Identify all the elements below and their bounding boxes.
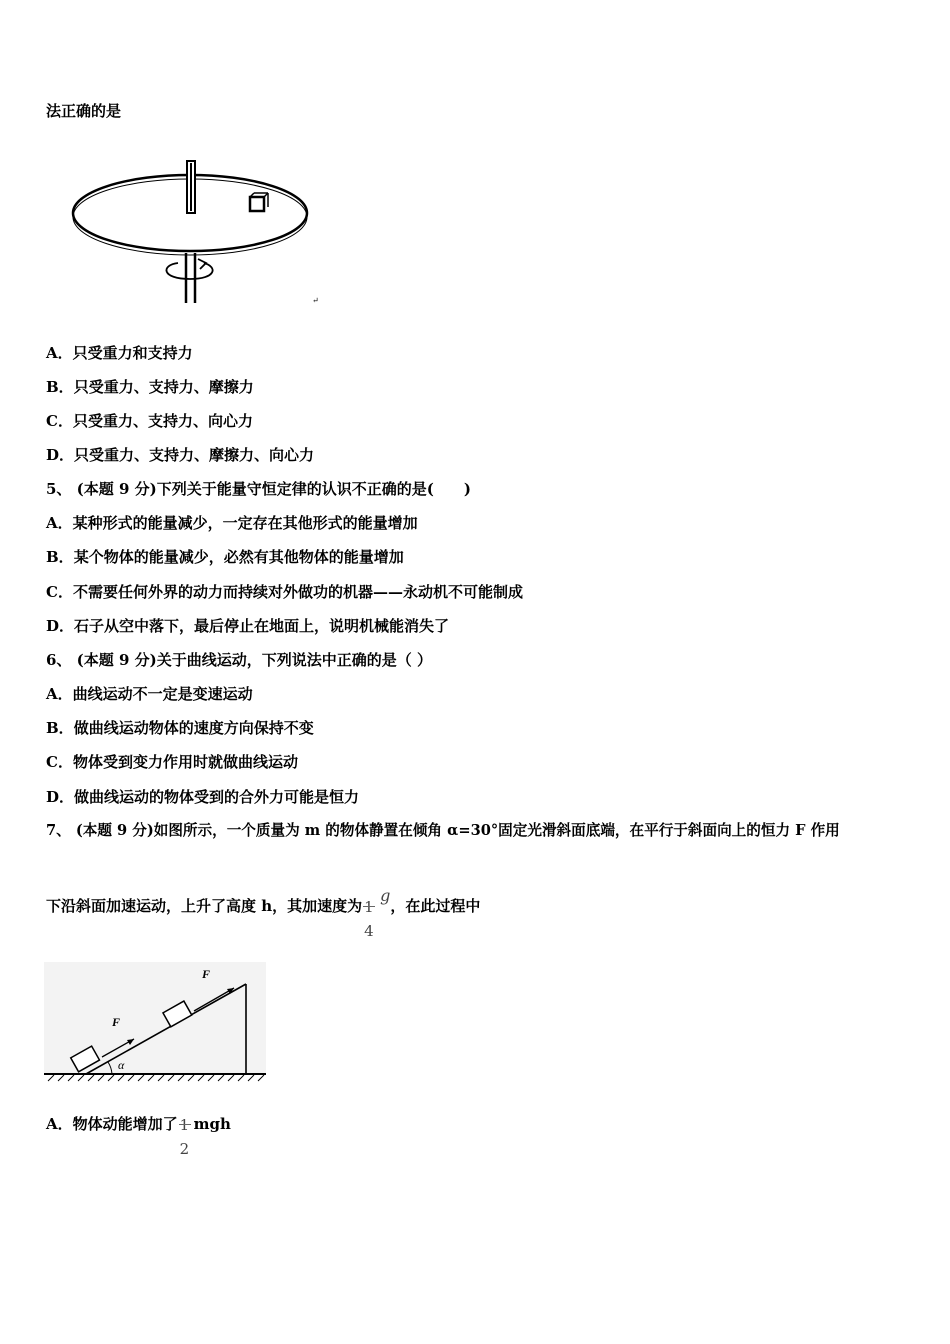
q5-stem: 5、 (本题 9 分)下列关于能量守恒定律的认识不正确的是( ) (46, 480, 471, 498)
svg-text:↵: ↵ (312, 296, 319, 305)
rotation-arrow (166, 263, 212, 279)
force-label-upper: F (202, 967, 211, 981)
incline-figure (44, 962, 268, 1084)
rotating-disc-figure (66, 155, 326, 307)
q6-option-b: B．做曲线运动物体的速度方向保持不变 (46, 719, 314, 737)
q5-option-a: A．某种形式的能量减少，一定存在其他形式的能量增加 (46, 514, 418, 532)
q5-option-d: D．石子从空中落下，最后停止在地面上，说明机械能消失了 (46, 617, 450, 635)
accel-fraction: 1 4 (364, 898, 374, 940)
q7-option-a: A．物体动能增加了 1 2 mgh (46, 1102, 231, 1147)
intro-line: 法正确的是 (46, 102, 122, 120)
q7-stem-line1: 7、 (本题 9 分)如图所示，一个质量为 m 的物体静置在倾角 α=30°固定光滑斜面底端，在平行于斜面向上的恒力 F 作用 (46, 822, 840, 839)
q6-stem: 6、 (本题 9 分)关于曲线运动，下列说法中正确的是（ ） (46, 651, 432, 669)
q5-option-b: B．某个物体的能量减少，必然有其他物体的能量增加 (46, 548, 404, 566)
ground-hatch (48, 1075, 264, 1081)
q4-option-c: C．只受重力、支持力、向心力 (46, 412, 253, 430)
q4-option-b: B．只受重力、支持力、摩擦力 (46, 378, 254, 396)
half-fraction: 1 2 (179, 1116, 190, 1158)
q6-option-d: D．做曲线运动的物体受到的合外力可能是恒力 (46, 788, 360, 806)
force-label-lower: F (112, 1015, 121, 1029)
q4-option-a: A．只受重力和支持力 (46, 344, 193, 362)
angle-label: α (118, 1058, 125, 1072)
q6-option-a: A．曲线运动不一定是变速运动 (46, 685, 253, 703)
q4-option-d: D．只受重力、支持力、摩擦力、向心力 (46, 446, 315, 464)
q5-option-c: C．不需要任何外界的动力而持续对外做功的机器——永动机不可能制成 (46, 583, 523, 601)
q6-option-c: C．物体受到变力作用时就做曲线运动 (46, 753, 298, 771)
q7-stem-line2: 下沿斜面加速运动，上升了高度 h，其加速度为 1 4 g，在此过程中 (46, 886, 481, 940)
small-block (250, 197, 264, 211)
